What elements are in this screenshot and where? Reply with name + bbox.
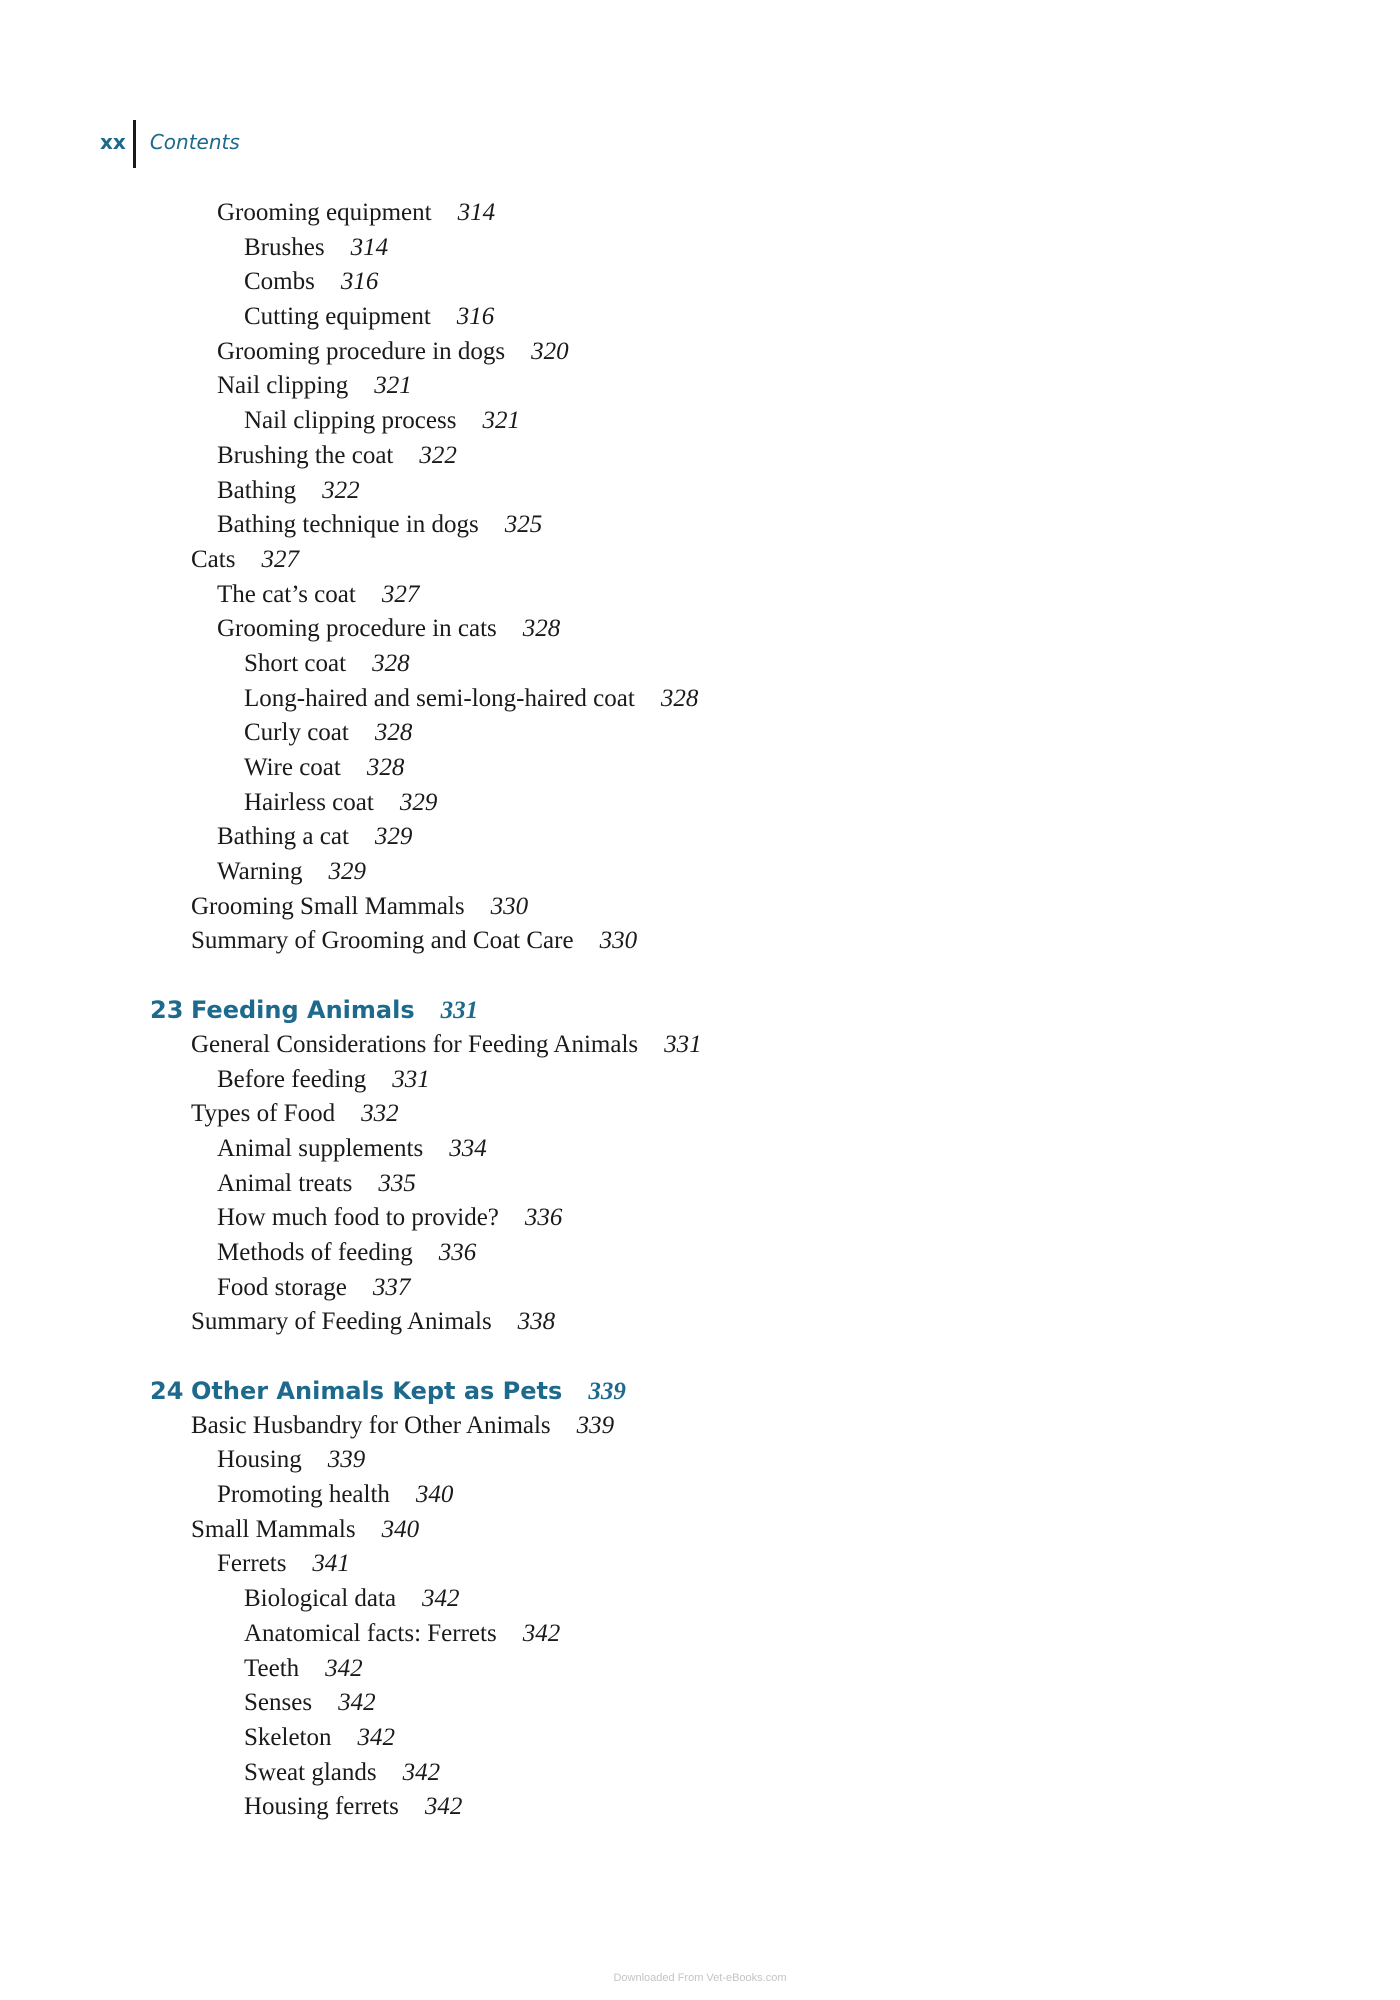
toc-entry[interactable] bbox=[0, 300, 1400, 335]
toc-entry-title: Senses bbox=[244, 1689, 313, 1717]
toc-entry-page: 340 bbox=[381, 1515, 420, 1543]
toc-entry[interactable] bbox=[0, 474, 1400, 509]
toc-entry-page: 314 bbox=[457, 199, 496, 226]
toc-entry-page: 328 bbox=[660, 684, 699, 712]
toc-entry-title: Grooming procedure in dogs bbox=[217, 337, 506, 365]
toc-entry[interactable] bbox=[0, 1443, 1400, 1478]
toc-entry[interactable] bbox=[0, 786, 1400, 821]
toc-entry-page: 342 bbox=[325, 1654, 363, 1682]
toc-entry-title: Anatomical facts: Ferrets bbox=[244, 1619, 497, 1647]
toc-entry-page: 320 bbox=[531, 337, 569, 365]
toc-entry-page: 331 bbox=[664, 1030, 702, 1058]
toc-entry[interactable] bbox=[0, 1201, 1400, 1236]
toc-entry-page: 314 bbox=[350, 233, 389, 261]
running-header bbox=[100, 120, 240, 172]
toc-entry-title: Brushing the coat bbox=[217, 441, 394, 469]
running-title: Contents bbox=[149, 130, 240, 154]
toc-entry-title: Bathing bbox=[217, 476, 297, 504]
toc-entry-page: 327 bbox=[381, 580, 420, 608]
toc-entry[interactable] bbox=[0, 1409, 1400, 1444]
toc-entry[interactable] bbox=[0, 508, 1400, 543]
toc-entry-page: 329 bbox=[328, 858, 366, 886]
toc-entry[interactable] bbox=[0, 1652, 1400, 1687]
toc-entry[interactable] bbox=[0, 682, 1400, 717]
toc-entry-page: 322 bbox=[419, 441, 457, 469]
toc-entry[interactable] bbox=[0, 265, 1400, 300]
toc-entry-page: 342 bbox=[338, 1689, 376, 1717]
toc-entry-page: 328 bbox=[372, 649, 410, 677]
toc-entry[interactable] bbox=[0, 1028, 1400, 1063]
chapter-page-number: 339 bbox=[588, 1378, 626, 1405]
toc-entry-page: 336 bbox=[524, 1204, 563, 1232]
toc-entry-title: Short coat bbox=[244, 649, 347, 677]
toc-entry[interactable] bbox=[0, 1547, 1400, 1582]
toc-entry-page: 342 bbox=[357, 1723, 395, 1751]
toc-entry[interactable] bbox=[0, 578, 1400, 613]
toc-entry[interactable] bbox=[0, 890, 1400, 925]
toc-entry-page: 339 bbox=[327, 1446, 366, 1474]
toc-entry-title: Summary of Feeding Animals bbox=[191, 1308, 492, 1336]
toc-entry-page: 332 bbox=[361, 1100, 399, 1128]
toc-entry-page: 328 bbox=[522, 615, 561, 643]
toc-entry[interactable] bbox=[0, 1790, 1400, 1825]
toc-entry-page: 322 bbox=[322, 476, 360, 504]
toc-entry[interactable] bbox=[0, 1686, 1400, 1721]
toc-entry[interactable] bbox=[0, 647, 1400, 682]
toc-entry-title: How much food to provide? bbox=[217, 1204, 499, 1232]
toc-entry[interactable] bbox=[0, 1617, 1400, 1652]
toc-entry-page: 335 bbox=[378, 1169, 416, 1197]
toc-entry-page: 339 bbox=[576, 1411, 615, 1439]
toc-entry[interactable] bbox=[0, 820, 1400, 855]
toc-entry-title: Hairless coat bbox=[244, 788, 374, 816]
toc-entry-title: Teeth bbox=[244, 1654, 300, 1682]
toc-entry-title: Animal treats bbox=[217, 1169, 353, 1197]
chapter-title-text: Feeding Animals bbox=[191, 996, 415, 1025]
toc-entry[interactable] bbox=[0, 369, 1400, 404]
chapter-heading[interactable] bbox=[0, 1374, 1400, 1409]
toc-entry-title: Curly coat bbox=[244, 719, 349, 747]
toc-entry-title: Types of Food bbox=[191, 1100, 336, 1128]
toc-entry[interactable] bbox=[0, 1582, 1400, 1617]
chapter-page-number: 331 bbox=[440, 997, 479, 1025]
toc-entry-page: 329 bbox=[374, 823, 413, 851]
toc-entry-page: 342 bbox=[424, 1793, 463, 1821]
toc-entry-page: 340 bbox=[415, 1481, 454, 1509]
toc-entry[interactable] bbox=[0, 404, 1400, 439]
download-watermark: Downloaded From Vet-eBooks.com bbox=[613, 1972, 787, 1984]
toc-entry[interactable] bbox=[0, 1305, 1400, 1340]
toc-entry-title: Warning bbox=[217, 858, 303, 886]
chapter-entries bbox=[0, 1409, 1400, 1825]
toc-entry-page: 316 bbox=[456, 303, 495, 331]
toc-entry[interactable] bbox=[0, 1063, 1400, 1098]
chapter-title-text: Other Animals Kept as Pets bbox=[191, 1377, 563, 1405]
toc-entry-page: 337 bbox=[372, 1273, 411, 1301]
toc-entry[interactable] bbox=[0, 543, 1400, 578]
toc-entry-title: Grooming procedure in cats bbox=[217, 615, 497, 643]
toc-entry[interactable] bbox=[0, 1478, 1400, 1513]
chapter-heading[interactable] bbox=[0, 993, 1400, 1028]
toc-section-grooming-continued bbox=[0, 196, 1400, 959]
toc-entry-page: 325 bbox=[504, 511, 543, 539]
toc-entry-title: Nail clipping process bbox=[244, 407, 457, 435]
toc-entry-title: Housing ferrets bbox=[244, 1793, 399, 1821]
toc-entry-title: Ferrets bbox=[217, 1550, 287, 1578]
toc-entry[interactable] bbox=[0, 439, 1400, 474]
toc-entry-page: 336 bbox=[438, 1238, 477, 1266]
toc-entry-title: Small Mammals bbox=[191, 1515, 356, 1543]
toc-entry[interactable] bbox=[0, 1513, 1400, 1548]
toc-entry[interactable] bbox=[0, 716, 1400, 751]
toc-entry[interactable] bbox=[0, 1097, 1400, 1132]
toc-entry[interactable] bbox=[0, 1271, 1400, 1306]
toc-entry-page: 316 bbox=[340, 268, 379, 296]
toc-entry-page: 327 bbox=[261, 545, 299, 573]
toc-entry-title: Grooming equipment bbox=[217, 199, 432, 226]
toc-entry-page: 329 bbox=[399, 788, 438, 816]
toc-entry-title: Nail clipping bbox=[217, 372, 349, 400]
toc-entry-title: Wire coat bbox=[244, 754, 341, 781]
chapter-number: 24 bbox=[150, 1377, 184, 1405]
table-of-contents bbox=[0, 196, 1400, 1825]
toc-entry-title: Skeleton bbox=[244, 1723, 332, 1751]
toc-entry-page: 321 bbox=[374, 372, 412, 400]
toc-entry-title: Food storage bbox=[217, 1273, 347, 1301]
toc-entry[interactable] bbox=[0, 1756, 1400, 1791]
toc-entry[interactable] bbox=[0, 1132, 1400, 1167]
toc-entry[interactable] bbox=[0, 751, 1400, 786]
toc-entry-page: 341 bbox=[312, 1550, 350, 1578]
toc-section-chapter-23 bbox=[0, 993, 1400, 1340]
chapter-title bbox=[191, 1374, 626, 1410]
toc-entry-title: Bathing a cat bbox=[217, 823, 349, 851]
toc-entry[interactable] bbox=[0, 1721, 1400, 1756]
toc-entry-page: 334 bbox=[449, 1134, 487, 1162]
toc-section-chapter-24 bbox=[0, 1374, 1400, 1825]
page-folio: xx bbox=[100, 130, 126, 154]
toc-entry-title: Before feeding bbox=[217, 1065, 367, 1093]
toc-entry[interactable] bbox=[0, 196, 1400, 231]
toc-entry-title: General Considerations for Feeding Animals bbox=[191, 1030, 639, 1058]
toc-entry-title: Summary of Grooming and Coat Care bbox=[191, 927, 574, 955]
toc-entry-page: 330 bbox=[599, 927, 638, 955]
toc-entry-title: Bathing technique in dogs bbox=[217, 511, 479, 539]
toc-entry-title: Combs bbox=[244, 268, 315, 296]
toc-entry[interactable] bbox=[0, 231, 1400, 266]
toc-entry-page: 321 bbox=[482, 407, 520, 435]
toc-entry-title: Animal supplements bbox=[217, 1134, 424, 1162]
toc-entry[interactable] bbox=[0, 924, 1400, 959]
toc-entry-title: Methods of feeding bbox=[217, 1238, 413, 1266]
toc-entry-page: 328 bbox=[374, 719, 413, 747]
toc-entry-title: Long-haired and semi-long-haired coat bbox=[244, 684, 635, 712]
toc-entry[interactable] bbox=[0, 335, 1400, 370]
toc-entry[interactable] bbox=[0, 1167, 1400, 1202]
toc-entry-title: Promoting health bbox=[217, 1481, 390, 1509]
toc-entry-title: Cats bbox=[191, 545, 236, 573]
chapter-number: 23 bbox=[150, 996, 184, 1025]
toc-entry-title: Brushes bbox=[244, 233, 325, 261]
toc-entry-page: 342 bbox=[402, 1758, 441, 1786]
toc-entry[interactable] bbox=[0, 1236, 1400, 1271]
toc-entry-page: 331 bbox=[392, 1065, 430, 1093]
toc-entry-title: Grooming Small Mammals bbox=[191, 892, 465, 920]
toc-entry-title: Sweat glands bbox=[244, 1758, 377, 1786]
toc-entry[interactable] bbox=[0, 855, 1400, 890]
toc-entry-page: 342 bbox=[422, 1585, 460, 1613]
toc-entry-title: Housing bbox=[217, 1446, 302, 1474]
toc-entry-page: 330 bbox=[490, 892, 529, 920]
toc-entry-title: Biological data bbox=[244, 1585, 397, 1613]
toc-entry-page: 342 bbox=[522, 1619, 561, 1647]
toc-entry-page: 328 bbox=[366, 754, 405, 781]
toc-entry-title: Basic Husbandry for Other Animals bbox=[191, 1411, 551, 1439]
chapter-title bbox=[191, 993, 478, 1029]
toc-entry[interactable] bbox=[0, 612, 1400, 647]
toc-entry-title: The cat’s coat bbox=[217, 580, 356, 608]
toc-entry-title: Cutting equipment bbox=[244, 303, 431, 331]
chapter-entries bbox=[0, 1028, 1400, 1340]
toc-entry-page: 338 bbox=[517, 1308, 556, 1336]
